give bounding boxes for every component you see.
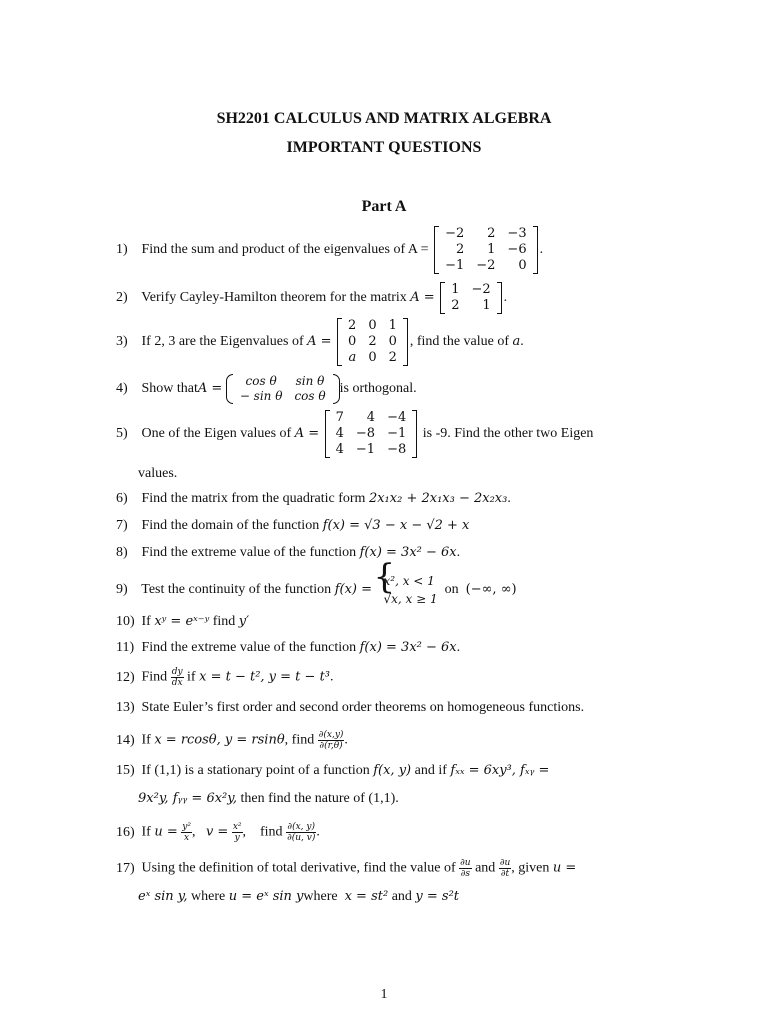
question-text: Find: [141, 669, 168, 685]
question-number: 14): [116, 732, 135, 748]
fraction: $\frac{\partial u}{\partial s}$: [460, 858, 471, 879]
question-17-continuation: eˣ sin y, where u = eˣ sin ywhere x = st² and y = s²t: [138, 889, 460, 904]
fraction: $\frac{\partial(x,y)}{\partial(r,\theta)}$: [318, 730, 344, 751]
question-number: 6): [116, 491, 128, 506]
question-text: Find the extreme value of the function: [141, 640, 357, 655]
question-1: 1) Find the sum and product of the eigenvalues of A = −2 2 −3 2 1 −6 −1 −2 0 .: [116, 226, 544, 273]
question-9: 9) Test the continuity of the function f(x) = { x², x < 1 √x, x ≥ 1 on (−∞, ∞): [116, 557, 517, 606]
question-text: Using the definition of total derivative, find the value of: [141, 860, 456, 876]
question-number: 8): [116, 545, 128, 560]
question-3: 3) If 2, 3 are the Eigenvalues of A = 2 0 1 0 2 0 a 0 2 , find the value of a.: [116, 318, 524, 365]
question-5-continuation: values.: [138, 466, 178, 481]
matrix: 2 0 1 0 2 0 a 0 2: [337, 318, 408, 366]
question-17: 17) Using the definition of total derivative, find the value of $\frac{\partial u}{\partial s}$ and $\frac{\partial u}{\partial t}$ , given u =: [116, 858, 577, 879]
question-number: 3): [116, 334, 128, 350]
piecewise-cases: { x², x < 1 √x, x ≥ 1: [373, 557, 438, 606]
matrix: 7 4 −4 4 −8 −1 4 −1 −8: [325, 410, 418, 458]
page-number: 1: [380, 987, 388, 1002]
question-8: 8) Find the extreme value of the function f(x) = 3x² − 6x.: [116, 545, 461, 560]
question-text: If: [141, 614, 151, 629]
question-text: If: [141, 732, 151, 748]
question-number: 13): [116, 700, 135, 715]
question-text: Verify Cayley-Hamilton theorem for the matrix: [141, 290, 407, 306]
question-11: 11) Find the extreme value of the function f(x) = 3x² − 6x.: [116, 640, 461, 655]
question-text: Find the sum and product of the eigenvalues of A =: [141, 242, 429, 258]
question-12: 12) Find $\frac{dy}{dx}$ if x = t − t², y = t − t³.: [116, 667, 334, 688]
question-number: 10): [116, 614, 135, 629]
question-number: 7): [116, 518, 128, 533]
question-number: 16): [116, 824, 135, 840]
question-number: 5): [116, 426, 128, 442]
question-text: Find the matrix from the quadratic form: [141, 491, 366, 506]
matrix: 1 −2 2 1: [440, 282, 501, 314]
question-text: One of the Eigen values of: [141, 426, 292, 442]
question-number: 2): [116, 290, 128, 306]
document-title: SH2201 CALCULUS AND MATRIX ALGEBRA: [216, 110, 552, 127]
question-text: Show that: [141, 381, 198, 397]
question-16: 16) If u = $\frac{\text{y²}}{x}$ , v = $\frac{\text{x²}}{y}$ , find $\frac{\partial(x, y)}{\partial(u, v)}$ .: [116, 822, 320, 843]
fraction: $\frac{\text{y²}}{x}$: [182, 822, 191, 843]
question-text: If (1,1) is a stationary point of a function: [141, 763, 370, 778]
question-14: 14) If x = rcosθ, y = rsinθ, find $\frac{\partial(x,y)}{\partial(r,\theta)}$ .: [116, 730, 348, 751]
question-number: 15): [116, 763, 135, 778]
question-text: If 2, 3 are the Eigenvalues of: [141, 334, 304, 350]
matrix: −2 2 −3 2 1 −6 −1 −2 0: [434, 226, 538, 274]
question-text: Find the domain of the function: [141, 518, 320, 533]
question-6: 6) Find the matrix from the quadratic form 2x₁x₂ + 2x₁x₃ − 2x₂x₃.: [116, 491, 511, 506]
matrix: cos θ sin θ − sin θ cos θ: [226, 374, 340, 404]
question-text: State Euler’s first order and second order theorems on homogeneous functions.: [141, 700, 585, 715]
question-number: 9): [116, 582, 128, 598]
question-number: 4): [116, 381, 128, 397]
question-number: 12): [116, 669, 135, 685]
question-10: 10) If xʸ = eˣ⁻ʸ find y′: [116, 614, 250, 629]
question-number: 17): [116, 860, 135, 876]
question-2: 2) Verify Cayley-Hamilton theorem for the matrix A = 1 −2 2 1 .: [116, 282, 508, 313]
question-4: 4) Show thatA = cos θ sin θ − sin θ cos θ is orthogonal.: [116, 374, 417, 403]
question-text: Find the extreme value of the function: [141, 545, 357, 560]
question-number: 11): [116, 640, 135, 655]
fraction: $\frac{\text{x²}}{y}$: [232, 822, 242, 843]
question-15: 15) If (1,1) is a stationary point of a function f(x, y) and if fₓₓ = 6xy³, fₓᵧ =: [116, 763, 550, 778]
question-text: Test the continuity of the function: [141, 582, 332, 598]
fraction: $\frac{\partial u}{\partial t}$: [499, 858, 511, 879]
question-13: [116, 700, 584, 716]
document-subtitle: IMPORTANT QUESTIONS: [286, 139, 482, 156]
question-15-continuation: 9x²y, fᵧᵧ = 6x²y, then find the nature of (1,1).: [138, 791, 399, 806]
fraction: $\frac{\partial(x, y)}{\partial(u, v)}$: [287, 822, 316, 843]
question-7: 7) Find the domain of the function f(x) = √3 − x − √2 + x: [116, 518, 470, 533]
fraction: $\frac{dy}{dx}$: [171, 667, 183, 688]
part-heading: Part A: [361, 198, 407, 215]
question-number: 1): [116, 242, 128, 258]
question-text: If: [141, 824, 151, 840]
question-5: 5) One of the Eigen values of A = 7 4 −4 4 −8 −1 4 −1 −8 is -9. Find the other two Eigen: [116, 410, 594, 457]
